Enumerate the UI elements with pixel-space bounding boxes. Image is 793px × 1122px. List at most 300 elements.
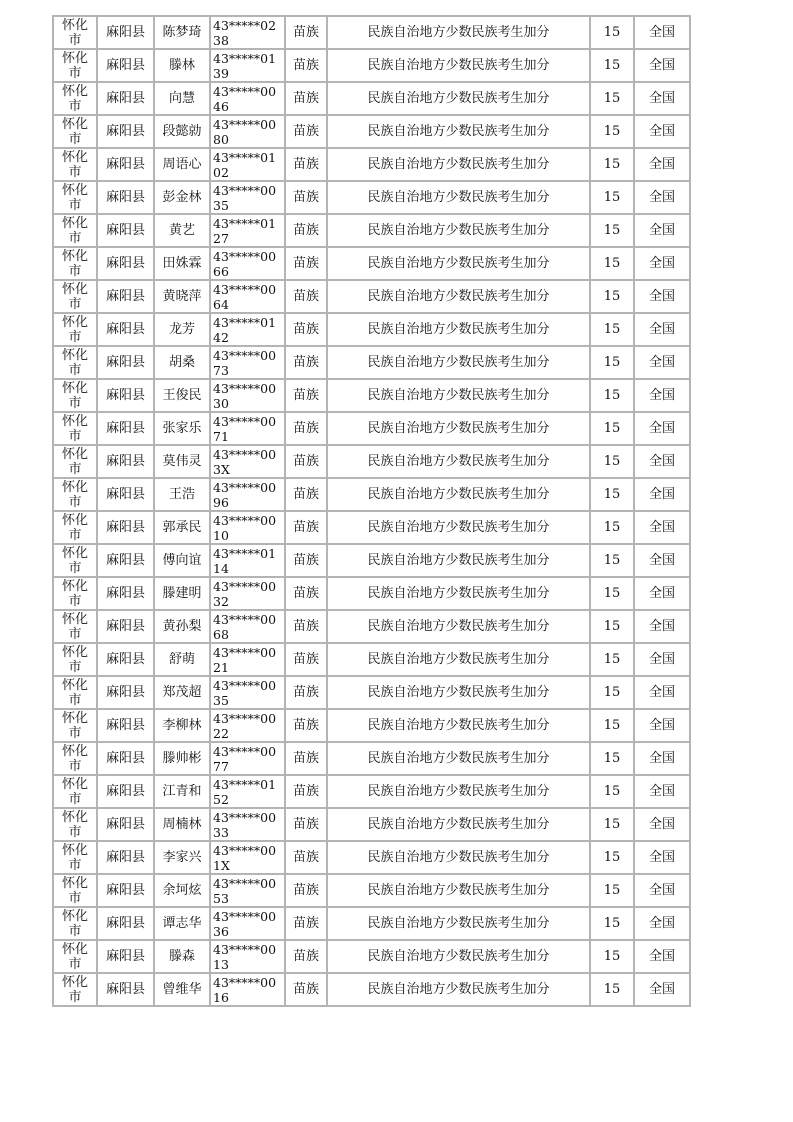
bonus-policy-cell: 民族自治地方少数民族考生加分	[327, 544, 590, 577]
id-number-cell	[210, 247, 285, 280]
bonus-points-cell: 15	[590, 907, 634, 940]
scope-cell: 全国	[634, 544, 690, 577]
scope-cell: 全国	[634, 643, 690, 676]
ethnicity-cell: 苗族	[285, 940, 327, 973]
id-number-cell-text: 43*****0152	[213, 776, 277, 807]
bonus-policy-cell: 民族自治地方少数民族考生加分	[327, 313, 590, 346]
id-number-cell-text: 43*****0010	[213, 512, 277, 543]
bonus-points-cell: 15	[590, 280, 634, 313]
scope-cell: 全国	[634, 313, 690, 346]
city-cell-text: 怀化市	[61, 578, 88, 609]
table-row	[53, 610, 690, 643]
city-cell-text: 怀化市	[61, 182, 88, 213]
county-cell: 麻阳县	[97, 841, 154, 874]
table-row	[53, 775, 690, 808]
bonus-policy-cell: 民族自治地方少数民族考生加分	[327, 610, 590, 643]
city-cell-text: 怀化市	[61, 50, 88, 81]
id-number-cell	[210, 346, 285, 379]
table-row	[53, 280, 690, 313]
bonus-points-cell: 15	[590, 313, 634, 346]
ethnicity-cell: 苗族	[285, 280, 327, 313]
id-number-cell	[210, 610, 285, 643]
ethnicity-cell: 苗族	[285, 643, 327, 676]
table-row	[53, 907, 690, 940]
name-cell: 滕帅彬	[154, 742, 210, 775]
id-number-cell	[210, 313, 285, 346]
bonus-points-cell: 15	[590, 874, 634, 907]
id-number-cell	[210, 577, 285, 610]
scope-cell: 全国	[634, 577, 690, 610]
scope-cell: 全国	[634, 973, 690, 1006]
city-cell	[53, 313, 97, 346]
city-cell-text: 怀化市	[61, 281, 88, 312]
bonus-policy-cell: 民族自治地方少数民族考生加分	[327, 346, 590, 379]
bonus-policy-cell: 民族自治地方少数民族考生加分	[327, 412, 590, 445]
bonus-policy-cell: 民族自治地方少数民族考生加分	[327, 49, 590, 82]
city-cell	[53, 247, 97, 280]
bonus-points-cell: 15	[590, 16, 634, 49]
city-cell-text: 怀化市	[61, 941, 88, 972]
table-row	[53, 973, 690, 1006]
ethnicity-cell: 苗族	[285, 478, 327, 511]
scope-cell: 全国	[634, 346, 690, 379]
bonus-policy-cell: 民族自治地方少数民族考生加分	[327, 577, 590, 610]
county-cell: 麻阳县	[97, 973, 154, 1006]
id-number-cell-text: 43*****0066	[213, 248, 277, 279]
ethnicity-cell: 苗族	[285, 181, 327, 214]
city-cell	[53, 577, 97, 610]
city-cell	[53, 709, 97, 742]
id-number-cell	[210, 973, 285, 1006]
county-cell: 麻阳县	[97, 280, 154, 313]
bonus-policy-cell: 民族自治地方少数民族考生加分	[327, 907, 590, 940]
city-cell-text: 怀化市	[61, 314, 88, 345]
id-number-cell-text: 43*****0068	[213, 611, 277, 642]
ethnicity-cell: 苗族	[285, 775, 327, 808]
city-cell	[53, 115, 97, 148]
scope-cell: 全国	[634, 445, 690, 478]
name-cell: 舒萌	[154, 643, 210, 676]
id-number-cell-text: 43*****0071	[213, 413, 277, 444]
bonus-policy-cell: 民族自治地方少数民族考生加分	[327, 742, 590, 775]
bonus-points-cell: 15	[590, 115, 634, 148]
city-cell-text: 怀化市	[61, 677, 88, 708]
city-cell	[53, 49, 97, 82]
id-number-cell-text: 43*****0114	[213, 545, 277, 576]
bonus-policy-cell: 民族自治地方少数民族考生加分	[327, 247, 590, 280]
table-row	[53, 445, 690, 478]
table-row	[53, 478, 690, 511]
id-number-cell-text: 43*****0035	[213, 677, 277, 708]
city-cell	[53, 82, 97, 115]
bonus-points-cell: 15	[590, 181, 634, 214]
county-cell: 麻阳县	[97, 49, 154, 82]
county-cell: 麻阳县	[97, 907, 154, 940]
ethnicity-cell: 苗族	[285, 49, 327, 82]
id-number-cell-text: 43*****0102	[213, 149, 277, 180]
county-cell: 麻阳县	[97, 775, 154, 808]
bonus-points-cell: 15	[590, 676, 634, 709]
city-cell	[53, 808, 97, 841]
city-cell-text: 怀化市	[61, 809, 88, 840]
bonus-points-cell: 15	[590, 379, 634, 412]
id-number-cell	[210, 940, 285, 973]
id-number-cell	[210, 808, 285, 841]
city-cell	[53, 181, 97, 214]
bonus-points-cell: 15	[590, 643, 634, 676]
bonus-points-cell: 15	[590, 577, 634, 610]
name-cell: 龙芳	[154, 313, 210, 346]
id-number-cell-text: 43*****0238	[213, 17, 277, 48]
id-number-cell	[210, 643, 285, 676]
bonus-policy-cell: 民族自治地方少数民族考生加分	[327, 82, 590, 115]
table-row	[53, 577, 690, 610]
ethnicity-cell: 苗族	[285, 874, 327, 907]
id-number-cell-text: 43*****0053	[213, 875, 277, 906]
id-number-cell-text: 43*****0080	[213, 116, 277, 147]
bonus-points-cell: 15	[590, 247, 634, 280]
id-number-cell-text: 43*****0046	[213, 83, 277, 114]
scope-cell: 全国	[634, 16, 690, 49]
city-cell	[53, 379, 97, 412]
id-number-cell	[210, 115, 285, 148]
id-number-cell	[210, 478, 285, 511]
ethnicity-cell: 苗族	[285, 16, 327, 49]
name-cell: 傅向谊	[154, 544, 210, 577]
id-number-cell	[210, 49, 285, 82]
city-cell	[53, 214, 97, 247]
id-number-cell-text: 43*****0036	[213, 908, 277, 939]
city-cell	[53, 676, 97, 709]
ethnicity-cell: 苗族	[285, 115, 327, 148]
county-cell: 麻阳县	[97, 445, 154, 478]
bonus-policy-cell: 民族自治地方少数民族考生加分	[327, 115, 590, 148]
scope-cell: 全国	[634, 709, 690, 742]
city-cell	[53, 973, 97, 1006]
table-row	[53, 148, 690, 181]
name-cell: 黄孙梨	[154, 610, 210, 643]
table-row	[53, 346, 690, 379]
candidate-bonus-table	[52, 15, 691, 1007]
scope-cell: 全国	[634, 478, 690, 511]
scope-cell: 全国	[634, 907, 690, 940]
table-row	[53, 940, 690, 973]
county-cell: 麻阳县	[97, 412, 154, 445]
scope-cell: 全国	[634, 115, 690, 148]
id-number-cell-text: 43*****0033	[213, 809, 277, 840]
id-number-cell	[210, 148, 285, 181]
bonus-policy-cell: 民族自治地方少数民族考生加分	[327, 478, 590, 511]
id-number-cell	[210, 16, 285, 49]
city-cell	[53, 511, 97, 544]
ethnicity-cell: 苗族	[285, 346, 327, 379]
scope-cell: 全国	[634, 841, 690, 874]
city-cell-text: 怀化市	[61, 215, 88, 246]
id-number-cell	[210, 412, 285, 445]
table-row	[53, 16, 690, 49]
name-cell: 郑茂超	[154, 676, 210, 709]
county-cell: 麻阳县	[97, 82, 154, 115]
name-cell: 曾维华	[154, 973, 210, 1006]
bonus-points-cell: 15	[590, 478, 634, 511]
ethnicity-cell: 苗族	[285, 676, 327, 709]
name-cell: 陈梦琦	[154, 16, 210, 49]
county-cell: 麻阳县	[97, 16, 154, 49]
table-row	[53, 412, 690, 445]
id-number-cell-text: 43*****0030	[213, 380, 277, 411]
table-row	[53, 49, 690, 82]
id-number-cell-text: 43*****0013	[213, 941, 277, 972]
bonus-policy-cell: 民族自治地方少数民族考生加分	[327, 643, 590, 676]
table-row	[53, 247, 690, 280]
city-cell-text: 怀化市	[61, 413, 88, 444]
city-cell-text: 怀化市	[61, 17, 88, 48]
bonus-points-cell: 15	[590, 973, 634, 1006]
bonus-points-cell: 15	[590, 82, 634, 115]
city-cell-text: 怀化市	[61, 512, 88, 543]
table-row	[53, 676, 690, 709]
name-cell: 王俊民	[154, 379, 210, 412]
ethnicity-cell: 苗族	[285, 445, 327, 478]
table-row	[53, 511, 690, 544]
city-cell-text: 怀化市	[61, 479, 88, 510]
scope-cell: 全国	[634, 808, 690, 841]
id-number-cell-text: 43*****0032	[213, 578, 277, 609]
id-number-cell	[210, 841, 285, 874]
city-cell	[53, 346, 97, 379]
ethnicity-cell: 苗族	[285, 973, 327, 1006]
table-row	[53, 742, 690, 775]
county-cell: 麻阳县	[97, 511, 154, 544]
ethnicity-cell: 苗族	[285, 511, 327, 544]
city-cell	[53, 412, 97, 445]
name-cell: 谭志华	[154, 907, 210, 940]
name-cell: 向慧	[154, 82, 210, 115]
id-number-cell-text: 43*****0139	[213, 50, 277, 81]
city-cell	[53, 280, 97, 313]
name-cell: 莫伟灵	[154, 445, 210, 478]
county-cell: 麻阳县	[97, 148, 154, 181]
city-cell-text: 怀化市	[61, 743, 88, 774]
table-row	[53, 709, 690, 742]
city-cell-text: 怀化市	[61, 644, 88, 675]
id-number-cell-text: 43*****0077	[213, 743, 277, 774]
county-cell: 麻阳县	[97, 577, 154, 610]
scope-cell: 全国	[634, 511, 690, 544]
id-number-cell	[210, 280, 285, 313]
city-cell	[53, 16, 97, 49]
city-cell	[53, 907, 97, 940]
ethnicity-cell: 苗族	[285, 379, 327, 412]
id-number-cell	[210, 544, 285, 577]
ethnicity-cell: 苗族	[285, 742, 327, 775]
bonus-policy-cell: 民族自治地方少数民族考生加分	[327, 181, 590, 214]
county-cell: 麻阳县	[97, 115, 154, 148]
ethnicity-cell: 苗族	[285, 610, 327, 643]
city-cell	[53, 610, 97, 643]
id-number-cell	[210, 874, 285, 907]
city-cell-text: 怀化市	[61, 116, 88, 147]
county-cell: 麻阳县	[97, 247, 154, 280]
bonus-points-cell: 15	[590, 148, 634, 181]
name-cell: 王浩	[154, 478, 210, 511]
ethnicity-cell: 苗族	[285, 412, 327, 445]
name-cell: 周语心	[154, 148, 210, 181]
city-cell-text: 怀化市	[61, 842, 88, 873]
name-cell: 张家乐	[154, 412, 210, 445]
bonus-policy-cell: 民族自治地方少数民族考生加分	[327, 841, 590, 874]
county-cell: 麻阳县	[97, 544, 154, 577]
name-cell: 李柳林	[154, 709, 210, 742]
city-cell-text: 怀化市	[61, 380, 88, 411]
county-cell: 麻阳县	[97, 379, 154, 412]
bonus-policy-cell: 民族自治地方少数民族考生加分	[327, 214, 590, 247]
bonus-policy-cell: 民族自治地方少数民族考生加分	[327, 445, 590, 478]
city-cell	[53, 643, 97, 676]
name-cell: 田姝霖	[154, 247, 210, 280]
bonus-policy-cell: 民族自治地方少数民族考生加分	[327, 280, 590, 313]
id-number-cell-text: 43*****0142	[213, 314, 277, 345]
id-number-cell-text: 43*****001X	[213, 842, 277, 873]
ethnicity-cell: 苗族	[285, 214, 327, 247]
scope-cell: 全国	[634, 775, 690, 808]
ethnicity-cell: 苗族	[285, 709, 327, 742]
id-number-cell-text: 43*****003X	[213, 446, 277, 477]
bonus-points-cell: 15	[590, 841, 634, 874]
id-number-cell	[210, 775, 285, 808]
bonus-points-cell: 15	[590, 544, 634, 577]
id-number-cell-text: 43*****0022	[213, 710, 277, 741]
bonus-points-cell: 15	[590, 412, 634, 445]
id-number-cell	[210, 214, 285, 247]
city-cell	[53, 940, 97, 973]
id-number-cell	[210, 742, 285, 775]
id-number-cell	[210, 709, 285, 742]
id-number-cell	[210, 511, 285, 544]
bonus-policy-cell: 民族自治地方少数民族考生加分	[327, 973, 590, 1006]
city-cell-text: 怀化市	[61, 83, 88, 114]
ethnicity-cell: 苗族	[285, 247, 327, 280]
city-cell	[53, 478, 97, 511]
ethnicity-cell: 苗族	[285, 544, 327, 577]
name-cell: 江青和	[154, 775, 210, 808]
bonus-points-cell: 15	[590, 940, 634, 973]
city-cell-text: 怀化市	[61, 710, 88, 741]
county-cell: 麻阳县	[97, 610, 154, 643]
table-row	[53, 214, 690, 247]
bonus-points-cell: 15	[590, 610, 634, 643]
id-number-cell	[210, 676, 285, 709]
scope-cell: 全国	[634, 82, 690, 115]
table-row	[53, 82, 690, 115]
name-cell: 滕建明	[154, 577, 210, 610]
bonus-policy-cell: 民族自治地方少数民族考生加分	[327, 709, 590, 742]
bonus-policy-cell: 民族自治地方少数民族考生加分	[327, 148, 590, 181]
county-cell: 麻阳县	[97, 643, 154, 676]
name-cell: 滕林	[154, 49, 210, 82]
id-number-cell-text: 43*****0016	[213, 974, 277, 1005]
name-cell: 段懿勍	[154, 115, 210, 148]
id-number-cell	[210, 82, 285, 115]
name-cell: 周楠林	[154, 808, 210, 841]
id-number-cell	[210, 181, 285, 214]
bonus-policy-cell: 民族自治地方少数民族考生加分	[327, 511, 590, 544]
ethnicity-cell: 苗族	[285, 808, 327, 841]
table-row	[53, 313, 690, 346]
id-number-cell	[210, 907, 285, 940]
bonus-points-cell: 15	[590, 346, 634, 379]
name-cell: 彭金林	[154, 181, 210, 214]
bonus-policy-cell: 民族自治地方少数民族考生加分	[327, 379, 590, 412]
id-number-cell	[210, 445, 285, 478]
scope-cell: 全国	[634, 742, 690, 775]
table-row	[53, 181, 690, 214]
table-row	[53, 874, 690, 907]
ethnicity-cell: 苗族	[285, 577, 327, 610]
scope-cell: 全国	[634, 214, 690, 247]
county-cell: 麻阳县	[97, 742, 154, 775]
scope-cell: 全国	[634, 676, 690, 709]
bonus-points-cell: 15	[590, 511, 634, 544]
table-row	[53, 115, 690, 148]
city-cell-text: 怀化市	[61, 974, 88, 1005]
name-cell: 郭承民	[154, 511, 210, 544]
name-cell: 黄晓萍	[154, 280, 210, 313]
id-number-cell-text: 43*****0035	[213, 182, 277, 213]
city-cell	[53, 544, 97, 577]
scope-cell: 全国	[634, 181, 690, 214]
table-row	[53, 643, 690, 676]
county-cell: 麻阳县	[97, 808, 154, 841]
scope-cell: 全国	[634, 874, 690, 907]
city-cell-text: 怀化市	[61, 611, 88, 642]
ethnicity-cell: 苗族	[285, 907, 327, 940]
city-cell	[53, 742, 97, 775]
ethnicity-cell: 苗族	[285, 313, 327, 346]
scope-cell: 全国	[634, 148, 690, 181]
ethnicity-cell: 苗族	[285, 82, 327, 115]
city-cell-text: 怀化市	[61, 776, 88, 807]
scope-cell: 全国	[634, 49, 690, 82]
ethnicity-cell: 苗族	[285, 148, 327, 181]
county-cell: 麻阳县	[97, 709, 154, 742]
bonus-points-cell: 15	[590, 49, 634, 82]
county-cell: 麻阳县	[97, 313, 154, 346]
bonus-points-cell: 15	[590, 775, 634, 808]
county-cell: 麻阳县	[97, 478, 154, 511]
table-row	[53, 841, 690, 874]
city-cell	[53, 874, 97, 907]
scope-cell: 全国	[634, 280, 690, 313]
city-cell	[53, 841, 97, 874]
ethnicity-cell: 苗族	[285, 841, 327, 874]
scope-cell: 全国	[634, 610, 690, 643]
city-cell-text: 怀化市	[61, 347, 88, 378]
county-cell: 麻阳县	[97, 181, 154, 214]
city-cell-text: 怀化市	[61, 908, 88, 939]
city-cell	[53, 148, 97, 181]
county-cell: 麻阳县	[97, 214, 154, 247]
id-number-cell-text: 43*****0073	[213, 347, 277, 378]
bonus-points-cell: 15	[590, 709, 634, 742]
name-cell: 黄艺	[154, 214, 210, 247]
table-row	[53, 379, 690, 412]
county-cell: 麻阳县	[97, 346, 154, 379]
bonus-policy-cell: 民族自治地方少数民族考生加分	[327, 874, 590, 907]
id-number-cell-text: 43*****0127	[213, 215, 277, 246]
name-cell: 胡桑	[154, 346, 210, 379]
id-number-cell-text: 43*****0021	[213, 644, 277, 675]
